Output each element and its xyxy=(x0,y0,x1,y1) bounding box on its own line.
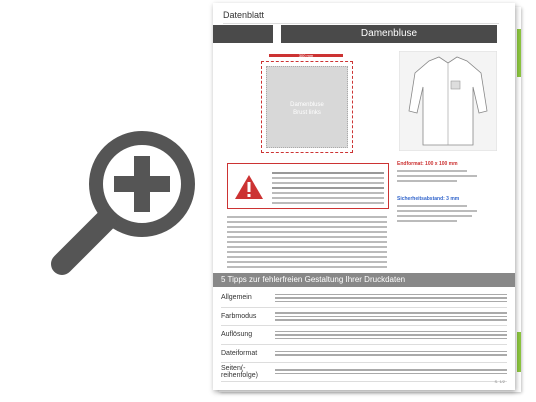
table-row xyxy=(221,326,507,345)
dimension-label: 300 mm xyxy=(298,53,314,58)
tips-header: 5 Tipps zur fehlerfreien Gestaltung Ihrer Druckdaten xyxy=(213,273,515,287)
document-title-text: Damenbluse xyxy=(360,28,418,39)
warning-box xyxy=(227,163,389,209)
accent-strip xyxy=(517,29,521,77)
format-info xyxy=(397,161,497,225)
tips-table xyxy=(221,289,507,382)
tip-label: Farbmodus xyxy=(221,312,257,320)
title-strip xyxy=(213,25,273,43)
table-row xyxy=(221,345,507,364)
table-row xyxy=(221,363,507,382)
zoom-in-icon[interactable] xyxy=(44,122,204,282)
tip-label: Allgemein xyxy=(221,294,252,302)
print-placeholder-text: Damenbluse Brust links xyxy=(290,102,324,116)
print-area xyxy=(261,61,353,153)
tip-label: Dateiformat xyxy=(221,349,258,357)
tip-label: Seiten(-reihenfolge) xyxy=(221,364,258,379)
blouse-illustration xyxy=(399,51,497,151)
accent-strip xyxy=(517,332,521,372)
datasheet-document[interactable] xyxy=(213,3,515,390)
tab-label: Datenblatt xyxy=(223,10,265,20)
divider xyxy=(223,23,499,24)
print-placeholder xyxy=(266,66,348,148)
page-number: S. 1/2 xyxy=(494,379,505,384)
document-title xyxy=(281,25,497,43)
warning-icon xyxy=(234,174,264,200)
tip-label: Auflösung xyxy=(221,331,253,339)
dimension-marker xyxy=(269,54,343,57)
bullet-list xyxy=(227,213,387,271)
safety-label: Sicherheitsabstand: 3 mm xyxy=(397,196,460,202)
format-label: Endformat: 100 x 100 mm xyxy=(397,161,458,167)
table-row xyxy=(221,308,507,327)
table-row xyxy=(221,289,507,308)
